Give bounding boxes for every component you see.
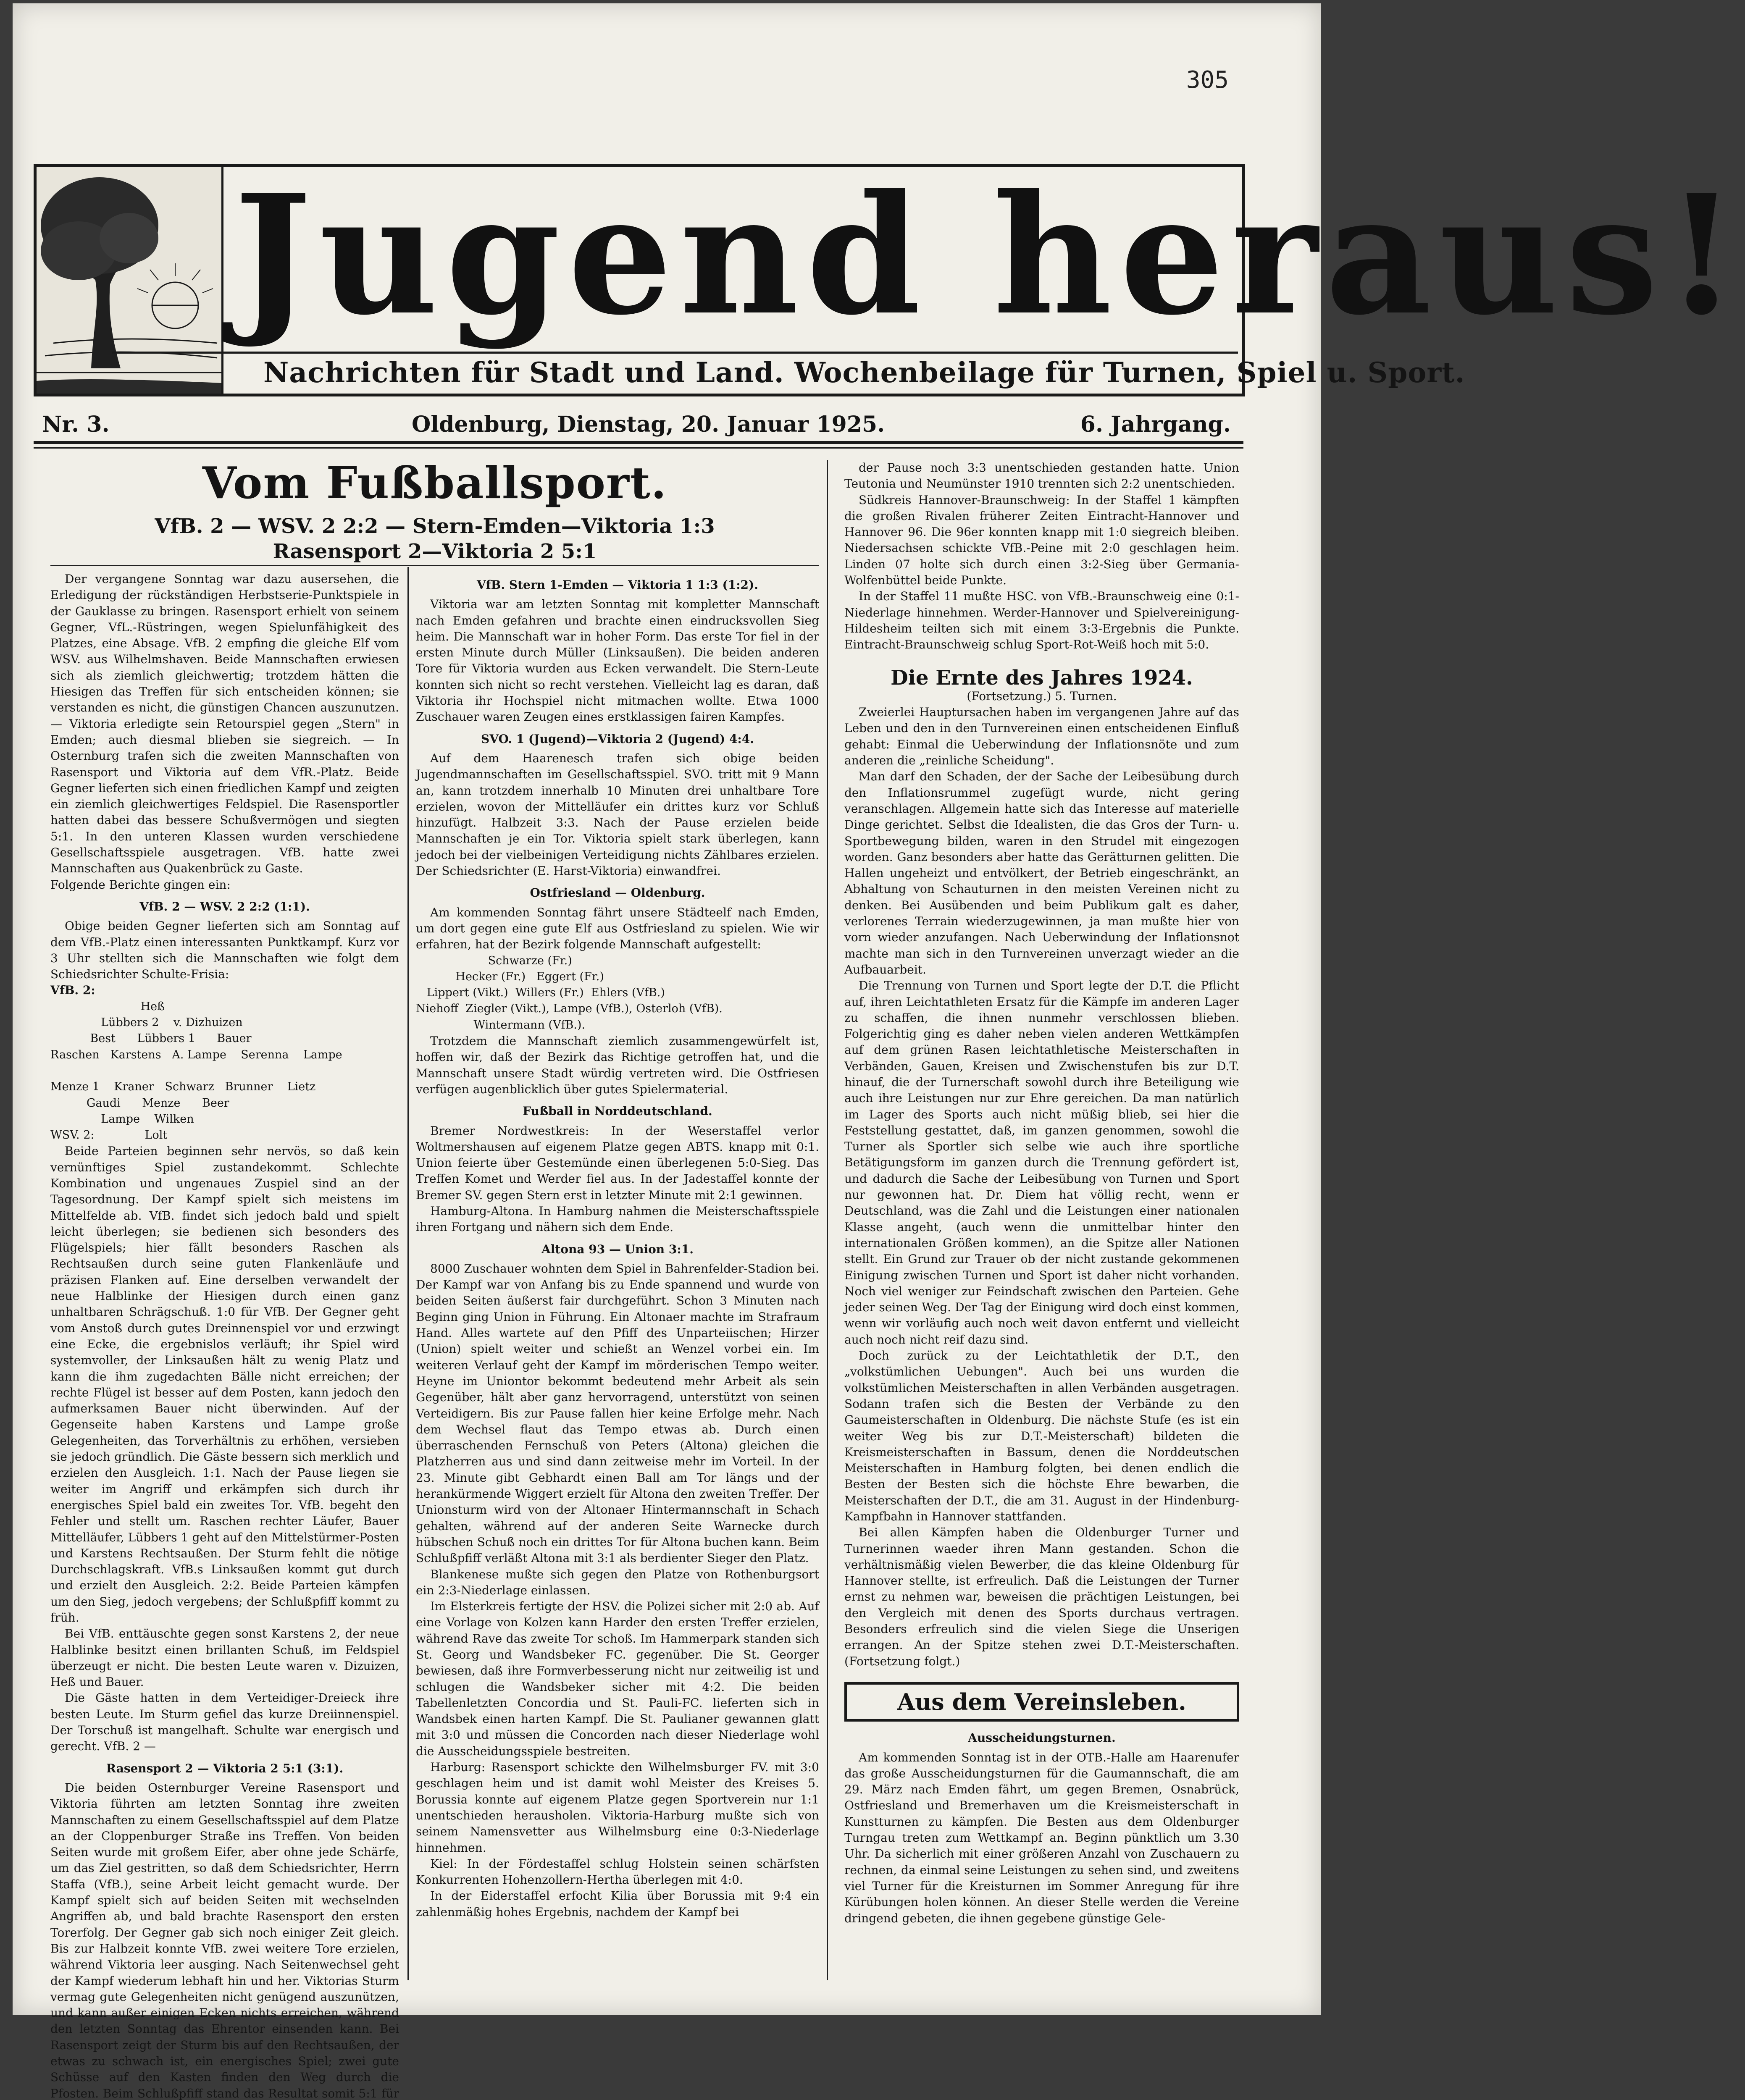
title-rule bbox=[50, 565, 819, 566]
article-paragraph: Harburg: Rasensport schickte den Wilhelmsburger FV. mit 3:0 geschlagen heim und ist damit wohl Meister des Kreises 5. Borussia konnte auf eigenem Platze gegen Sportverein nur 1:1 unentschieden herausholen. Viktoria-Harburg mußte sich von seinem Namensvetter aus Wilhelmsburg eine 0:3-Niederlage hinnehmen. bbox=[416, 1760, 819, 1855]
article-heading: SVO. 1 (Jugend)—Viktoria 2 (Jugend) 4:4. bbox=[481, 732, 754, 746]
page-number: 305 bbox=[1186, 66, 1229, 94]
article-paragraph: Die beiden Osternburger Vereine Rasensport und Viktoria führten am letzten Sonntag ihre zweiten Mannschaften zu einem Gesellschaftsspiel auf dem Platze an der Cloppenburger Straße ins Treffen. Von beiden Seiten wurde mit großem Eifer, aber ohne jede Schärfe, um das Ziel gestritten, so daß dem Schiedsrichter, Herrn Staffa (VfB.), seine Arbeit leicht gemacht wurde. Der Kampf spielt sich auf beiden Seiten mit wechselnden Angriffen ab, und bald brachte Rasensport den ersten Torerfolg. Der Gegner gab sich noch einiger Zeit gleich. Bis zur Halbzeit konnte VfB. zwei weitere Tore erzielen, während Viktoria leer ausging. Nach Seitenwechsel geht der Kampf wiederum lebhaft hin und her. Viktorias Sturm vermag gute Gelegenheiten nicht genügend auszunützen, und kann außer einigen Ecken nichts erreichen, während den letzten Sonntag das Ehrentor einsenden kann. Bei Rasensport zeigt der Sturm bis auf den Rechtsaußen, der etwas zu schwach ist, ein energisches Spiel; zwei gute Schüsse auf den Kasten finden den Weg durch die Pfosten. Beim Schlußpfiff stand das Resultat somit 5:1 für bbox=[50, 1780, 399, 2100]
article-paragraph: Bremer Nordwestkreis: In der Weserstaffel verlor Woltmershausen auf eigenem Platze gegen ABTS. knapp mit 0:1. Union feierte über Gestemünde einen überlegenen 5:0-Sieg. Das Treffen Komet und Werder fiel aus. In der Jadestaffel konnte der Bremer SV. gegen Stern erst in letzter Minute mit 2:1 gewinnen. bbox=[416, 1124, 819, 1202]
issue-line bbox=[34, 403, 1239, 445]
column-3 bbox=[844, 460, 1239, 1980]
column-1 bbox=[50, 571, 399, 2100]
article-paragraph: In der Staffel 11 mußte HSC. von VfB.-Braunschweig eine 0:1-Niederlage hinnehmen. Werder-Hannover und Spielvereinigung-Hildesheim teilten sich mit einem 3:3-Ergebnis die Punkte. Eintracht-Braunschweig schlug Sport-Rot-Weiß hoch mit 5:0. bbox=[844, 589, 1239, 652]
article-heading: Ausscheidungsturnen. bbox=[968, 1731, 1116, 1745]
article-heading: Rasensport 2 — Viktoria 2 5:1 (3:1). bbox=[106, 1761, 344, 1775]
article-paragraph: Schwarze (Fr.) Hecker (Fr.) Eggert (Fr.) Lippert (Vikt.) Willers (Fr.) Ehlers (VfB.) Niehoff Ziegler (Vikt.), Lampe (VfB.), Osterloh (VfB). Wintermann (VfB.). bbox=[416, 954, 723, 1032]
article-paragraph: der Pause noch 3:3 unentschieden gestanden hatte. Union Teutonia und Neumünster 1910 trennten sich 2:2 unentschieden. bbox=[844, 461, 1239, 491]
article-paragraph: Bei allen Kämpfen haben die Oldenburger Turner und Turnerinnen waeder ihren Mann gestanden. Schon die verhältnismäßig vielen Bewerber, die das kleine Oldenburg für Hannover stellte, ist erfreulich. Daß die Leistungen der Turner ernst zu nehmen war, beweisen die prächtigen Leistungen, bei den Vergleich mit denen des Sports durchaus vertragen. Besonders erfreulich sind die vielen Siege die Unserigen errangen. An der Spitze stehen zwei D.T.-Meisterschaften. (Fortsetzung folgt.) bbox=[844, 1525, 1239, 1668]
article-title: Vom Fußballsport. bbox=[202, 457, 668, 509]
article-paragraph: Bei VfB. enttäuschte gegen sonst Karstens 2, der neue Halblinke besitzt einen brillanten Schuß, im Feldspiel überzeugt er nicht. Die besten Leute waren v. Dizuizen, Heß und Bauer. bbox=[50, 1627, 399, 1689]
issue-dateline: Oldenburg, Dienstag, 20. Januar 1925. bbox=[412, 412, 885, 437]
masthead-title: Jugend heraus! bbox=[234, 159, 1745, 351]
article-paragraph: Man darf den Schaden, der der Sache der Leibesübung durch den Inflationsrummel zugefügt wurde, nicht gering veranschlagen. Allgemein hatte sich das Interesse auf materielle Dinge gerichtet. Selbst die Idealisten, die das Gros der Turn- u. Sportbewegung bilden, waren in den Strudel mit eingezogen worden. Ganz besonders aber hatte das Gerätturnen gelitten. Die Hallen ungeheizt und entvölkert, der Betrieb eingeschränkt, an Abhaltung von Schauturnen in den meisten Vereinen nicht zu denken. Bei Ausübenden und beim Publikum galt es daher, verlorenes Terrain wiederzugewinnen, ja man mußte hier von vorn wieder anzufangen. Nach Ueberwindung der Inflationsnot machte man sich in den Turnvereinen unverzagt wieder an die Aufbauarbeit. bbox=[844, 769, 1239, 976]
article-paragraph: Zweierlei Hauptursachen haben im vergangenen Jahre auf das Leben und den in den Turnvereinen einen entscheidenen Einfluß gehabt: Einmal die Ueberwindung der Inflationsnöte und zum anderen die „reinliche Scheidung". bbox=[844, 705, 1239, 768]
article-paragraph: (Fortsetzung.) 5. Turnen. bbox=[967, 689, 1117, 703]
article-paragraph: Trotzdem die Mannschaft ziemlich zusammengewürfelt ist, hoffen wir, daß der Bezirk das Richtige getroffen hat, und die Mannschaft unsere Stadt würdig vertreten wird. Die Ostfriesen verfügen augenblicklich über gutes Spielermaterial. bbox=[416, 1034, 819, 1096]
masthead-subtitle: Nachrichten für Stadt und Land. Wochenbeilage für Turnen, Spiel u. Sport. bbox=[112, 352, 1238, 389]
section-title: Die Ernte des Jahres 1924. bbox=[891, 666, 1193, 690]
article-heading: Altona 93 — Union 3:1. bbox=[541, 1242, 694, 1256]
issue-rule bbox=[34, 441, 1243, 444]
article-paragraph: Obige beiden Gegner lieferten sich am Sonntag auf dem VfB.-Platz einen interessanten Punktkampf. Kurz vor 3 Uhr stellten sich die Mannschaften wie folgt dem Schiedsrichter Schulte-Frisia: bbox=[50, 919, 399, 982]
article-subtitle-2: Rasensport 2—Viktoria 2 5:1 bbox=[273, 540, 597, 563]
article-paragraph: Blankenese mußte sich gegen den Platze von Rothenburgsort ein 2:3-Niederlage einlassen. bbox=[416, 1567, 819, 1597]
column-2 bbox=[416, 571, 819, 1980]
article-paragraph: Die Trennung von Turnen und Sport legte der D.T. die Pflicht auf, ihren Leichtathleten Ersatz für die Kämpfe im anderen Lager zu schaffen, die ihnen nunmehr verschlossen blieben. Folgerichtig ging es daher neben vielen anderen Wettkämpfen auf dem grünen Rasen leichtathletische Meisterschaften in Verbänden, Gauen, Kreisen und Zwischenstufen bis zur D.T. hinauf, die der Turnerschaft sowohl durch ihre Beteiligung wie auch ihre Leistungen nur zur Ehre gereichen. Da man natürlich im Lager des Sports auch nicht müßig blieb, sei hier die Feststellung gestattet, daß, im ganzen genommen, sowohl die Turner als Sportler sich selbe wie auch ihre sportliche Betätigungsform im ganzen durch die Trennung gefördert ist, und dadurch die Sache der Leibesübung von Turnen und Sport nur gewonnen hat. Dr. Diem hat völlig recht, wenn er Deutschland, was die Zahl und die Leistungen einer nationalen Klasse angeht, (auch wenn die unmittelbar hinter den internationalen Größen kommen), an die Spitze aller Nationen stellt. Ein Grund zur Trauer ob der nicht zustande gekommenen Einigung zwischen Turnen und Sport ist daher nicht vorhanden. Noch viel weniger zur Feindschaft zwischen den Parteien. Gehe jeder seinen Weg. Der Tag der Einigung wird doch einst kommen, wenn wir vorläufig auch noch weit davon entfernt und vielleicht auch noch nicht reif dazu sind. bbox=[844, 979, 1239, 1347]
article-paragraph: Folgende Berichte gingen ein: bbox=[50, 877, 231, 892]
article-heading: Ostfriesland — Oldenburg. bbox=[530, 886, 705, 900]
article-subtitle-1: VfB. 2 — WSV. 2 2:2 — Stern-Emden—Viktoria 1:3 bbox=[155, 514, 715, 538]
article-paragraph: VfB. 2: bbox=[50, 983, 95, 998]
article-paragraph: Südkreis Hannover-Braunschweig: In der Staffel 1 kämpften die großen Rivalen früherer Zeiten Eintracht-Hannover und Hannover 96. Die 96er konnten knapp mit 1:0 siegreich bleiben. Niedersachsen schickte VfB.-Peine mit 2:0 geschlagen heim. Linden 07 holte sich durch einen 3:2-Sieg über Germania-Wolfenbüttel beide Punkte. bbox=[844, 493, 1239, 588]
article-paragraph: Am kommenden Sonntag fährt unsere Städteelf nach Emden, um dort gegen eine gute Elf aus Ostfriesland zu spielen. Wie wir erfahren, hat der Bezirk folgende Mannschaft aufgestellt: bbox=[416, 905, 819, 952]
article-paragraph: Am kommenden Sonntag ist in der OTB.-Halle am Haarenufer das große Ausscheidungsturnen für die Gaumannschaft, die am 29. März nach Emden fährt, um gegen Bremen, Osnabrück, Ostfriesland und Bremerhaven um die Kreismeisterschaft in Kunstturnen zu kämpfen. Die Besten aus dem Oldenburger Turngau treten zum Wettkampf an. Beginn pünktlich um 3.30 Uhr. Da sicherlich mit einer größeren Anzahl von Zuschauern zu rechnen, da einmal seine Leistungen zu sehen sind, und zweitens viel Turner für die Kreisturnen im Sommer Anregung für ihre Kürübungen holen können. An dieser Stelle werden die Vereine dringend gebeten, die ihnen gegebene günstige Gele- bbox=[844, 1750, 1239, 1925]
article-heading: VfB. 2 — WSV. 2 2:2 (1:1). bbox=[139, 899, 310, 914]
issue-rule-thin bbox=[34, 447, 1243, 449]
article-paragraph: Die Gäste hatten in dem Verteidiger-Dreieck ihre besten Leute. Im Sturm gefiel das kurze Dreiinnenspiel. Der Torschuß ist mangelhaft. Schulte war energisch und gerecht. VfB. 2 — bbox=[50, 1691, 399, 1754]
article-paragraph: Doch zurück zu der Leichtathletik der D.T., den „volkstümlichen Uebungen". Auch bei uns wurden die volkstümlichen Meisterschaften in allen Verbänden ausgetragen. Sodann trafen sich die Besten der Verbände zu den Gaumeisterschaften in Oldenburg. Die nächste Stufe (es ist ein weiter Weg bis zur D.T.-Meisterschaft) bildeten die Kreismeisterschaften in Bassum, denen die Norddeutschen Meisterschaften in Hamburg folgten, bei denen endlich die Besten der Besten sich die höchste Ehre bewarben, die Meisterschaften der D.T., die am 31. August in der Hindenburg-Kampfbahn in Hannover stattfanden. bbox=[844, 1349, 1239, 1523]
masthead bbox=[34, 159, 1745, 396]
article-paragraph: Auf dem Haarenesch trafen sich obige beiden Jugendmannschaften im Gesellschaftsspiel. SVO. tritt mit 9 Mann an, kann trotzdem innerhalb 10 Minuten drei unhaltbare Tore erzielen, wovon der Mittelläufer ein drittes kurz vor Schluß hinzufügt. Halbzeit 3:3. Nach der Pause erzielen beide Mannschaften je ein Tor. Viktoria spielt stark überlegen, kann jedoch bei der vielbeinigen Verteidigung nichts Zählbares erzielen. Der Schiedsrichter (E. Harst-Viktoria) einwandfrei. bbox=[416, 751, 819, 878]
article-paragraph: In der Eiderstaffel erfocht Kilia über Borussia mit 9:4 ein zahlenmäßig hohes Ergebnis, nachdem der Kampf bei bbox=[416, 1889, 819, 1919]
article-paragraph: Beide Parteien beginnen sehr nervös, so daß kein vernünftiges Spiel zustandekommt. Schlechte Kombination und ungenaues Zuspiel sind an der Tagesordnung. Der Kampf spielt sich meistens im Mittelfelde ab. VfB. findet sich jedoch bald und spielt leicht überlegen; sie bedienen sich besonders des Flügelspiels; hier fällt besonders Raschen als Rechtsaußen durch seine guten Flankenläufe und präzisen Flanken auf. Eine derselben verwandelt der neue Halblinke der Hiesigen durch einen ganz unhaltbaren Schrägschuß. 1:0 für VfB. Der Gegner geht vom Anstoß durch gutes Dreinnenspiel vor und erzwingt eine Ecke, die ergebnislos verläuft; ihr Spiel wird systemvoller, der Linksaußen hält zu wenig Platz und kann die ihm zugedachten Bälle nicht erreichen; der rechte Flügel ist besser auf dem Posten, kann jedoch den aufmerksamen Bauer nicht überwinden. Auf der Gegenseite haben Karstens und Lampe große Gelegenheiten, das Torverhältnis zu erhöhen, versieben sie jedoch gründlich. Die Gäste bessern sich merklich und erzielen den Ausgleich. 1:1. Nach der Pause liegen sie weiter im Angriff und erkämpfen sich durch ihr energisches Spiel bald ein zweites Tor. VfB. begeht den Fehler und stellt um. Raschen rechter Läufer, Bauer Mittelläufer, Lübbers 1 geht auf den Mittelstürmer-Posten und Karstens Rechtsaußen. Der Sturm fehlt die nötige Durchschlagskraft. VfB.s Linksaußen kommt gut durch und erzielt den Ausgleich. 2:2. Beide Parteien kämpfen um den Sieg, jedoch vergebens; der Schlußpfiff kommt zu früh. bbox=[50, 1144, 399, 1625]
article-paragraph: Viktoria war am letzten Sonntag mit kompletter Mannschaft nach Emden gefahren und brachte einen eindrucksvollen Sieg heim. Die Mannschaft war in hoher Form. Das erste Tor fiel in der ersten Minute durch Müller (Linksaußen). Die beiden anderen Tore für Viktoria wurden aus Ecken verwandelt. Die Stern-Leute konnten sich nicht so recht verstehen. Vielleicht lag es daran, daß Viktoria ihr Hochspiel nicht mitmachen wollte. Etwa 1000 Zuschauer waren Zeugen eines erstklassigen fairen Kampfes. bbox=[416, 597, 819, 724]
article-paragraph: Hamburg-Altona. In Hamburg nahmen die Meisterschaftsspiele ihren Fortgang und nähern sich dem Ende. bbox=[416, 1204, 819, 1234]
column-rule-right bbox=[827, 460, 828, 1980]
article-heading: VfB. Stern 1-Emden — Viktoria 1 1:3 (1:2). bbox=[476, 578, 759, 592]
section-box-title: Aus dem Vereinsleben. bbox=[844, 1682, 1239, 1722]
article-heading: Fußball in Norddeutschland. bbox=[523, 1104, 712, 1118]
issue-number: Nr. 3. bbox=[42, 412, 110, 437]
article-paragraph: Im Elsterkreis fertigte der HSV. die Polizei sicher mit 2:0 ab. Auf eine Vorlage von Kolzen kann Harder den ersten Treffer erzielen, während Rave das zweite Tor schoß. Im Hammerpark standen sich St. Georg und Wandsbeker FC. gegenüber. Die St. Georger bewiesen, daß ihre Formverbesserung nicht nur zeitweilig ist und schlugen die Wandsbeker sicher mit 4:2. Die beiden Tabellenletzten Concordia und St. Pauli-FC. lieferten sich in Wandsbek einen harten Kampf. Die St. Paulianer gewannen glatt mit 3:0 und müssen die Concorden nach dieser Niederlage wohl die Ausscheidungsspiele bestreiten. bbox=[416, 1599, 819, 1758]
article-paragraph: Der vergangene Sonntag war dazu ausersehen, die Erledigung der rückständigen Herbstserie-Punktspiele in der Gauklasse zu bringen. Rasensport erhielt von seinem Gegner, VfL.-Rüstringen, wegen Spielunfähigkeit des Platzes, eine Absage. VfB. 2 empfing die gleiche Elf vom WSV. aus Wilhelmshaven. Beide Mannschaften erwiesen sich als ziemlich gleichwertig; trotzdem hätten die Hiesigen das Treffen für sich entscheiden können; sie verstanden es nicht, die günstigen Chancen auszunutzen. — Viktoria erledigte sein Retourspiel gegen „Stern" in Emden; auch diesmal blieben sie siegreich. — In Osternburg trafen sich die zweiten Mannschaften von Rasensport und Viktoria auf dem VfR.-Platz. Beide Gegner lieferten sich einen friedlichen Kampf und zeigten ein ziemlich gleichwertiges Feldspiel. Die Rasensportler hatten dabei das bessere Schußvermögen und siegten 5:1. In den unteren Klassen wurden verschiedene Gesellschaftsspiele ausgetragen. VfB. hatte zwei Mannschaften aus Quakenbrück zu Gaste. bbox=[50, 572, 399, 876]
article-paragraph: 8000 Zuschauer wohnten dem Spiel in Bahrenfelder-Stadion bei. Der Kampf war von Anfang bis zu Ende spannend und wurde von beiden Seiten äußerst fair durchgeführt. Schon 3 Minuten nach Beginn ging Union in Führung. Ein Altonaer machte im Strafraum Hand. Alles wartete auf den Pfiff des Unparteiischen; Hirzer (Union) spielt weiter und schießt an Wenzel vorbei ein. Im weiteren Verlauf geht der Kampf im mörderischen Tempo weiter. Heyne im Uniontor bekommt bedeutend mehr Arbeit als sein Gegenüber, hält aber ganz hervorragend, unterstützt von seinen Verteidigern. Bis zur Pause fallen hier keine Erfolge mehr. Nach dem Wechsel flaut das Tempo etwas ab. Durch einen überraschenden Fernschuß von Peters (Altona) gleichen die Platzherren aus und sind dann zeitweise mehr im Vorteil. In der 23. Minute gibt Gebhardt einen Ball am Tor längs und der herankürmende Wiggert erzielt für Altona den zweiten Treffer. Der Unionsturm wird von der Altonaer Hintermannschaft in Schach gehalten, während auf der anderen Seite Warnecke durch hübschen Schuß noch ein drittes Tor für Altona buchen kann. Beim Schlußpfiff verläßt Altona mit 3:1 als berdienter Sieger den Platz. bbox=[416, 1261, 819, 1565]
article-paragraph: Kiel: In der Fördestaffel schlug Holstein seinen schärfsten Konkurrenten Hohenzollern-Hertha überlegen mit 4:0. bbox=[416, 1856, 819, 1887]
column-rule-left bbox=[407, 567, 409, 1980]
article-paragraph: Heß Lübbers 2 v. Dizhuizen Best Lübbers 1 Bauer Raschen Karstens A. Lampe Serenna Lampe Menze 1 Kraner Schwarz Brunner Lietz Gaudi Menze Beer Lampe Wilken WSV. 2: Lolt bbox=[50, 1000, 342, 1142]
issue-year: 6. Jahrgang. bbox=[1080, 412, 1231, 437]
